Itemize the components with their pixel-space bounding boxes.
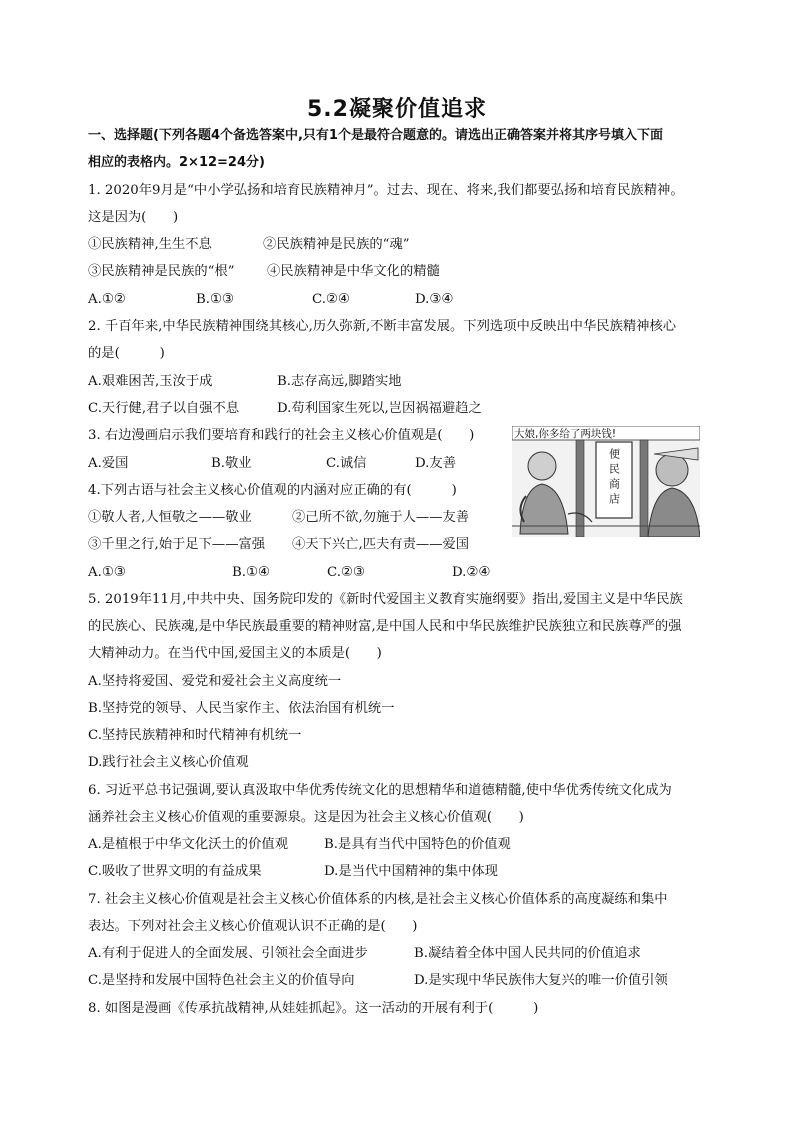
q4-item-4: ④天下兴亡,匹夫有责——爱国 xyxy=(292,537,470,552)
q4-option-b: B.①④ xyxy=(232,565,270,580)
q2-option-d: D.苟利国家生死以,岂因祸福避趋之 xyxy=(277,401,482,416)
q6-option-d: D.是当代中国精神的集中体现 xyxy=(324,864,498,879)
q8-stem: 8. 如图是漫画《传承抗战精神,从娃娃抓起》。这一活动的开展有利于( ) xyxy=(88,1001,539,1016)
q7-option-a: A.有利于促进人的全面发展、引领社会全面进步 xyxy=(88,946,368,961)
q7-option-b: B.凝结着全体中国人民共同的价值追求 xyxy=(414,946,641,961)
q5-stem-line-3: 大精神动力。在当代中国,爱国主义的本质是( ) xyxy=(88,646,382,661)
q1-option-d: D.③④ xyxy=(415,292,454,307)
q3-option-c: C.诚信 xyxy=(326,456,367,471)
q5-option-a: A.坚持将爱国、爱党和爱社会主义高度统一 xyxy=(88,674,342,689)
q5-option-b: B.坚持党的领导、人民当家作主、依法治国有机统一 xyxy=(88,701,395,716)
q2-option-c: C.天行健,君子以自强不息 xyxy=(88,401,240,416)
q4-stem: 4.下列古语与社会主义核心价值观的内涵对应正确的有( ) xyxy=(88,483,457,498)
q5-stem-line-1: 5. 2019年11月,中共中央、国务院印发的《新时代爱国主义教育实施纲要》指出,爱国主义是中华民族 xyxy=(88,592,683,607)
q7-option-c: C.是坚持和发展中国特色社会主义的价值导向 xyxy=(88,973,355,988)
q4-item-3: ③千里之行,始于足下——富强 xyxy=(88,537,266,552)
q6-option-c: C.吸收了世界文明的有益成果 xyxy=(88,864,262,879)
section-header-line-2: 相应的表格内。2×12=24分) xyxy=(88,155,265,170)
comic-shop-sign: 便民商店 xyxy=(607,448,621,508)
q5-option-c: C.坚持民族精神和时代精神有机统一 xyxy=(88,728,302,743)
q5-option-d: D.践行社会主义核心价值观 xyxy=(88,755,249,770)
q1-item-4: ④民族精神是中华文化的精髓 xyxy=(267,264,440,279)
q1-stem-line-2: 这是因为( ) xyxy=(88,210,179,225)
q1-option-b: B.①③ xyxy=(196,292,234,307)
q7-stem-line-1: 7. 社会主义核心价值观是社会主义核心价值体系的内核,是社会主义核心价值体系的高度凝练和集中 xyxy=(88,892,668,907)
q6-stem-line-1: 6. 习近平总书记强调,要认真汲取中华优秀传统文化的思想精华和道德精髓,使中华优秀传统文化成为 xyxy=(88,783,672,798)
q4-item-1: ①敬人者,人恒敬之——敬业 xyxy=(88,510,252,525)
q2-stem-line-2: 的是( ) xyxy=(88,346,165,361)
q6-option-a: A.是植根于中华文化沃土的价值观 xyxy=(88,837,288,852)
q7-option-d: D.是实现中华民族伟大复兴的唯一价值引领 xyxy=(414,973,668,988)
q6-stem-line-2: 涵养社会主义核心价值观的重要源泉。这是因为社会主义核心价值观( ) xyxy=(88,810,524,825)
q4-option-a: A.①③ xyxy=(88,565,126,580)
q1-stem-line-1: 1. 2020年9月是“中小学弘扬和培育民族精神月”。过去、现在、将来,我们都要弘扬和培育民族精神。 xyxy=(88,183,684,198)
comic-drawing xyxy=(512,426,700,537)
q4-item-2: ②己所不欲,勿施于人——友善 xyxy=(292,510,470,525)
q1-option-a: A.①② xyxy=(88,292,126,307)
q3-option-d: D.友善 xyxy=(415,456,457,471)
page-title: 5.2凝聚价值追求 xyxy=(307,97,487,122)
section-header-line-1: 一、选择题(下列各题4个备选答案中,只有1个是最符合题意的。请选出正确答案并将其序号填入下面 xyxy=(88,128,663,143)
q3-option-b: B.敬业 xyxy=(211,456,252,471)
q5-stem-line-2: 的民族心、民族魂,是中华民族最重要的精神财富,是中国人民和中华民族维护民族独立和民族尊严的强 xyxy=(88,619,682,634)
q1-item-1: ①民族精神,生生不息 xyxy=(88,237,212,252)
q1-item-2: ②民族精神是民族的“魂” xyxy=(263,237,410,252)
q4-option-d: D.②④ xyxy=(452,565,491,580)
q3-stem: 3. 右边漫画启示我们要培育和践行的社会主义核心价值观是( ) xyxy=(88,428,475,443)
q2-option-b: B.志存高远,脚踏实地 xyxy=(277,374,402,389)
q3-option-a: A.爱国 xyxy=(88,456,129,471)
q6-option-b: B.是具有当代中国特色的价值观 xyxy=(324,837,511,852)
q2-option-a: A.艰难困苦,玉汝于成 xyxy=(88,374,213,389)
q2-stem-line-1: 2. 千百年来,中华民族精神围绕其核心,历久弥新,不断丰富发展。下列选项中反映出中华民族精神核心 xyxy=(88,319,677,334)
q1-item-3: ③民族精神是民族的“根” xyxy=(88,264,235,279)
comic-speech-text: 大娘,你多给了两块钱! xyxy=(514,428,617,440)
q7-stem-line-2: 表达。下列对社会主义核心价值观认识不正确的是( ) xyxy=(88,919,418,934)
comic-illustration xyxy=(512,426,700,537)
q4-option-c: C.②③ xyxy=(327,565,365,580)
q1-option-c: C.②④ xyxy=(312,292,350,307)
